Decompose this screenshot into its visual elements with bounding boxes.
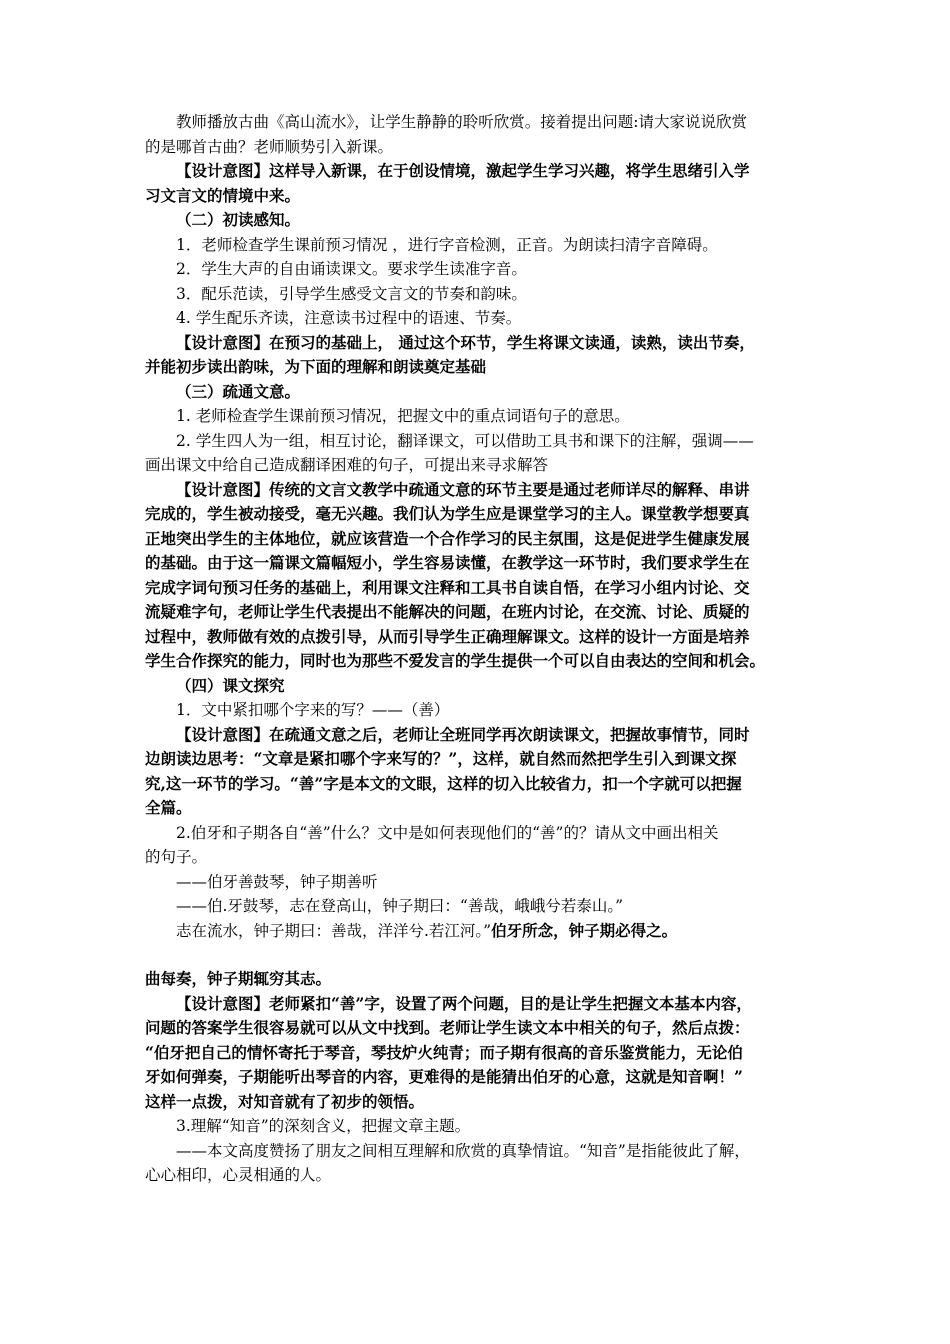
- list-item: 1．老师检查学生课前预习情况 ，进行字音检测，正音。为朗读扫清字音障碍。: [176, 235, 718, 254]
- design-intent-line: 这样一点拨，对知音就有了初步的领悟。: [145, 1091, 425, 1111]
- paragraph-line: 教师播放古曲《高山流水》，让学生静静的聆听欣赏。接着提出问题:请大家说说欣赏: [176, 113, 747, 131]
- paragraph-line: 心心相印，心灵相通的人。: [145, 1166, 332, 1184]
- list-item: 3．配乐范读，引导学生感受文言文的节奏和韵味。: [176, 284, 527, 303]
- list-item: 画出课文中给自己造成翻译困难的句子，可提出来寻求解答: [145, 456, 549, 474]
- design-intent-line: 过程中，教师做有效的点拨引导，从而引导学生正确理解课文。这样的设计一方面是培养: [145, 626, 750, 646]
- list-item: 1. 老师检查学生课前预习情况，把握文中的重点词语句子的意思。: [176, 407, 630, 425]
- quote-line: ——伯.牙鼓琴，志在登高山，钟子期曰：“善哉，峨峨兮若泰山。”: [176, 897, 624, 915]
- design-intent-line: 正地突出学生的主体地位，就应该营造一个合作学习的民主氛围，这是促进学生健康发展: [145, 528, 750, 548]
- list-item: 2.伯牙和子期各自“善”什么？文中是如何表现他们的“善”的？请从文中画出相关: [176, 823, 719, 842]
- design-intent-line: 习文言文的情境中来。: [145, 185, 301, 205]
- blank-gap: [145, 943, 805, 967]
- design-intent-line: “伯牙把自己的情怀寄托于琴音，琴技炉火纯青；而子期有很高的音乐鉴赏能力，无论伯: [145, 1042, 743, 1062]
- design-intent-line: 的基础。由于这一篇课文篇幅短小，学生容易读懂，在教学这一环节时，我们要求学生在: [145, 553, 750, 572]
- design-intent-line: 学生合作探究的能力，同时也为那些不爱发言的学生提供一个可以自由表达的空间和机会。: [145, 651, 766, 670]
- list-item: 4. 学生配乐齐读，注意读书过程中的语速、节奏。: [176, 309, 522, 327]
- paragraph-line: ——本文高度赞扬了朋友之间相互理解和欣赏的真挚情谊。“知音”是指能彼此了解，: [176, 1141, 750, 1160]
- quote-plain-text: 志在流水，钟子期曰：善哉，洋洋兮.若江河。”: [176, 921, 492, 940]
- design-intent-line: 【设计意图】老师紧扣“善”字，设置了两个问题，目的是让学生把握文本基本内容，: [176, 993, 752, 1013]
- design-intent-line: 【设计意图】这样导入新课，在于创设情境，激起学生学习兴趣，将学生思绪引入学: [176, 161, 750, 180]
- design-intent-line: 全篇。: [145, 798, 192, 817]
- list-item: 1．文中紧扣哪个字来的写？——（善）: [176, 701, 450, 719]
- design-intent-line: 完成的，学生被动接受，毫无兴趣。我们认为学生应是课堂学习的主人。课堂教学想要真: [145, 504, 750, 523]
- quote-line: 曲每奏，钟子期辄穷其志。: [145, 969, 332, 988]
- section-heading: （三）疏通文意。: [176, 381, 301, 401]
- design-intent-line: 完成字词句预习任务的基础上，利用课文注释和工具书自读自悟，在学习小组内讨论、交: [145, 577, 750, 597]
- list-item: 的句子。: [145, 848, 208, 866]
- design-intent-line: 牙如何弹奏，子期能听出琴音的内容，更难得的是能猜出伯牙的心意，这就是知音啊！”: [145, 1067, 743, 1086]
- design-intent-line: 并能初步读出韵味，为下面的理解和朗读奠定基础: [145, 357, 487, 376]
- design-intent-line: 流疑难字句，老师让学生代表提出不能解决的问题，在班内讨论，在交流、讨论、质疑的: [145, 602, 750, 621]
- list-item: 3.理解“知音”的深刻含义，把握文章主题。: [176, 1117, 471, 1135]
- list-item: 2．学生大声的自由诵读课文。要求学生读准字音。: [176, 260, 527, 278]
- section-heading: （二）初读感知。: [176, 210, 301, 229]
- section-heading: （四）课文探究: [176, 675, 285, 695]
- design-intent-line: 【设计意图】在疏通文意之后，老师让全班同学再次朗读课文，把握故事情节，同时: [176, 724, 750, 744]
- quote-line: ——伯牙善鼓琴，钟子期善听: [176, 872, 378, 891]
- quote-line: [145, 919, 805, 944]
- design-intent-line: 【设计意图】传统的文言文教学中疏通文意的环节主要是通过老师详尽的解释、串讲: [176, 479, 750, 499]
- quote-bold-text: 伯牙所念，钟子期必得之。: [491, 920, 678, 940]
- design-intent-line: 究,这一环节的学习。“善”字是本文的文眼，这样的切入比较省力，扣一个字就可以把握: [145, 773, 742, 793]
- design-intent-line: 边朗读边思考：“文章是紧扣哪个字来写的？”，这样，就自然而然把学生引入到课文探: [145, 749, 737, 768]
- design-intent-line: 问题的答案学生很容易就可以从文中找到。老师让学生读文本中相关的句子，然后点拨：: [145, 1018, 750, 1037]
- list-item: 2. 学生四人为一组，相互讨论，翻译课文，可以借助工具书和课下的注解，强调——: [176, 431, 754, 450]
- document-body: [145, 110, 805, 1188]
- paragraph-line: 的是哪首古曲？老师顺势引入新课。: [145, 137, 394, 156]
- design-intent-line: 【设计意图】在预习的基础上， 通过这个环节，学生将课文读通，读熟，读出节奏，: [176, 332, 755, 352]
